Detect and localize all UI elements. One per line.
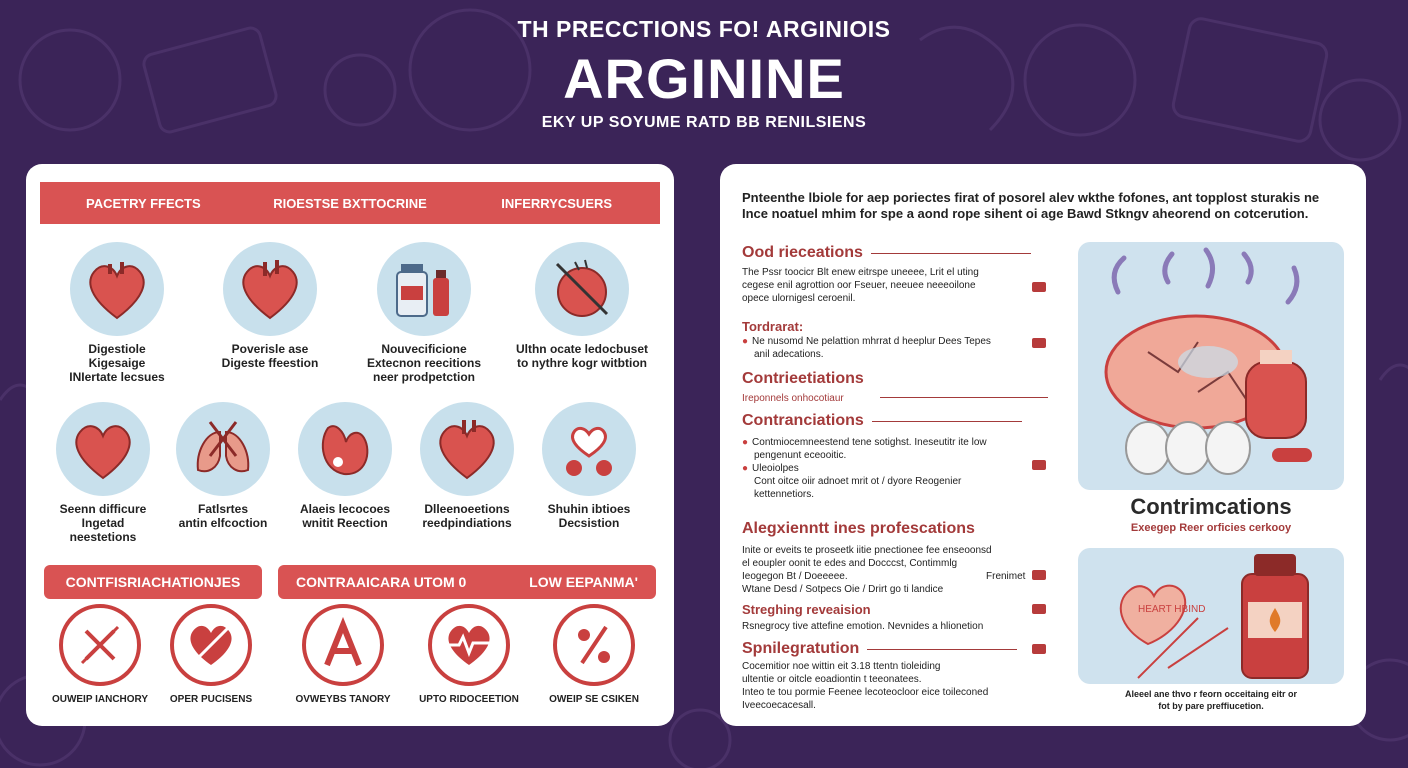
broken-heart-icon (170, 604, 252, 686)
effects-tabbar (40, 182, 660, 224)
heart-icon (420, 402, 514, 496)
left-panel (26, 164, 674, 726)
effect-caption: Ulthn ocate ledocbuset to nythre kogr witbtion (515, 342, 649, 370)
section-heading: Spnilegratution (742, 640, 1017, 658)
section-tag-label: Frenimet (986, 571, 1026, 582)
section-heading: Contrieetiations (742, 370, 864, 387)
stomach-pills-illustration (1078, 242, 1344, 490)
effect-caption: Digestiole Kigesaige INIertate lecsues (69, 342, 165, 384)
section-body: The Pssr toocicr Blt enew eitrspe uneeee, Lrit el uting cegese enil agrottion oor Fseuer, neeuee neeeoilone opece ulornigesl ceroenil. (742, 267, 979, 304)
illustration-title: Contrimcations (1130, 494, 1292, 519)
marker-tag (1032, 282, 1046, 292)
marker-tag (1032, 604, 1046, 614)
section-body: Rsnegrocy tive attefine emotion. Nevnides a hlionetion (742, 621, 984, 632)
ban-caption: OWEIP SE CSIKEN (549, 694, 639, 705)
lungs-icon (176, 402, 270, 496)
heart-icon (56, 402, 150, 496)
ban-caption: OVWEYBS TANORY (295, 694, 391, 705)
effect-caption: Dlleenoeetions reedpindiations (422, 502, 512, 530)
svg-text:HEART HBIND: HEART HBIND (1138, 604, 1206, 615)
right-panel (720, 164, 1366, 726)
bottom-caption: Aleeel ane thvo r feorn occeitaing eitr or fot by pare preffiucetion. (1124, 689, 1298, 711)
tab-inferences[interactable]: INFERRYCSUERS (501, 195, 613, 211)
effect-caption: Poverisle ase Digeste ffeestion (221, 342, 319, 370)
pretitle: TH PRECCTIONS FO! ARGINIOIS (517, 16, 891, 42)
section-body: ● Contmiocemneestend tene sotighst. Ineseutitr ite low pengenunt eceooitic. ● Uleoiolpes Cont oitce oiir adnoet mrit ot / dyore Reogenier kettennetiors. (742, 437, 987, 500)
stomach-icon (298, 402, 392, 496)
heart-bottle-illustration (1078, 548, 1344, 684)
percent-pills-icon (553, 604, 635, 686)
heart-icon (223, 242, 317, 336)
ban-caption: OUWEIP IANCHORY (51, 694, 149, 705)
heartbeat-icon (428, 604, 510, 686)
intro-text: Pnteenthe lbiole for aep poriectes firat of posorel alev wkthe fofones, ant topplost sturakis ne Ince noatuel mhim for spe a aond rope sihent oi age Bawd Stkngv aheorend on cotcerution. (742, 190, 1320, 221)
effect-caption: Fatlsrtes antin elfcoction (178, 502, 268, 530)
marker-tag (1032, 338, 1046, 348)
contraindications-pill-wide: CONTRAAICARA UTOM 0 LOW EEPANMA' (278, 565, 656, 599)
section-heading: Contranciations (742, 412, 1022, 430)
marker-tag (1032, 644, 1046, 654)
effect-caption: Nouvecificione Extecnon reecitions neer prodpetction (366, 342, 482, 384)
contraindications-pill: CONTFISRIACHATIONJES (44, 565, 262, 599)
heart-exchange-icon (542, 402, 636, 496)
section-body: Inite or eveits te proseetk iitie pnectionee fee enseoonsd el eoupler oonit te edes and Docccst, Contimmlg Ieogegon Bt / Doeeeee. Wtane Desd / Sotpecs Oie / Drirt go ti landice (742, 545, 992, 595)
no-tools-icon (59, 604, 141, 686)
medicine-bottles-icon (377, 242, 471, 336)
crossed-out-organ-icon (535, 242, 629, 336)
section-body: Cocemitior noe wittin eit 3.18 ttentn tioleiding ultentie or oitcle eoadiontin t teeonatees. Inteo te tou pormie Feenee lecoteocloor eice toileconed Iveecoecacesall. (742, 661, 989, 711)
effect-caption: Shuhin ibtioes Decsistion (547, 502, 631, 530)
section-body: Ireponnels onhocotiaur (742, 393, 844, 404)
section-body: ● Ne nusomd Ne pelattion mhrrat d heeplur Dees Tepes anil adecations. (742, 336, 991, 360)
ban-caption: UPTO RIDOCEETION (419, 694, 519, 705)
marker-tag (1032, 460, 1046, 470)
effect-caption: Alaeis lecocoes wnitit Reection (299, 502, 391, 530)
page-subtitle: EKY UP SOYUME RATD BB RENILSIENS (541, 114, 867, 131)
tab-effects[interactable]: PACETRY FFECTS (86, 195, 201, 211)
ban-caption: OPER PUCISENS (169, 694, 253, 705)
effect-caption: Seenn difficure Ingetad neestetions (59, 502, 147, 544)
illustration-subtitle: Exeegep Reer orficies cerkooy (1130, 522, 1292, 534)
heart-icon (70, 242, 164, 336)
letter-a-icon (302, 604, 384, 686)
marker-tag (1032, 570, 1046, 580)
page-title: ARGININE (563, 47, 845, 110)
tab-digestive[interactable]: RIOESTSE BXTTOCRINE (273, 195, 427, 211)
section-heading: Alegxienntt ines profescations (742, 520, 975, 537)
section-heading: Streghing reveaision (742, 602, 871, 617)
section-heading: Ood rieceations (742, 244, 1031, 262)
section-rule (880, 397, 1048, 398)
section-heading: Tordrarat: (742, 319, 804, 334)
